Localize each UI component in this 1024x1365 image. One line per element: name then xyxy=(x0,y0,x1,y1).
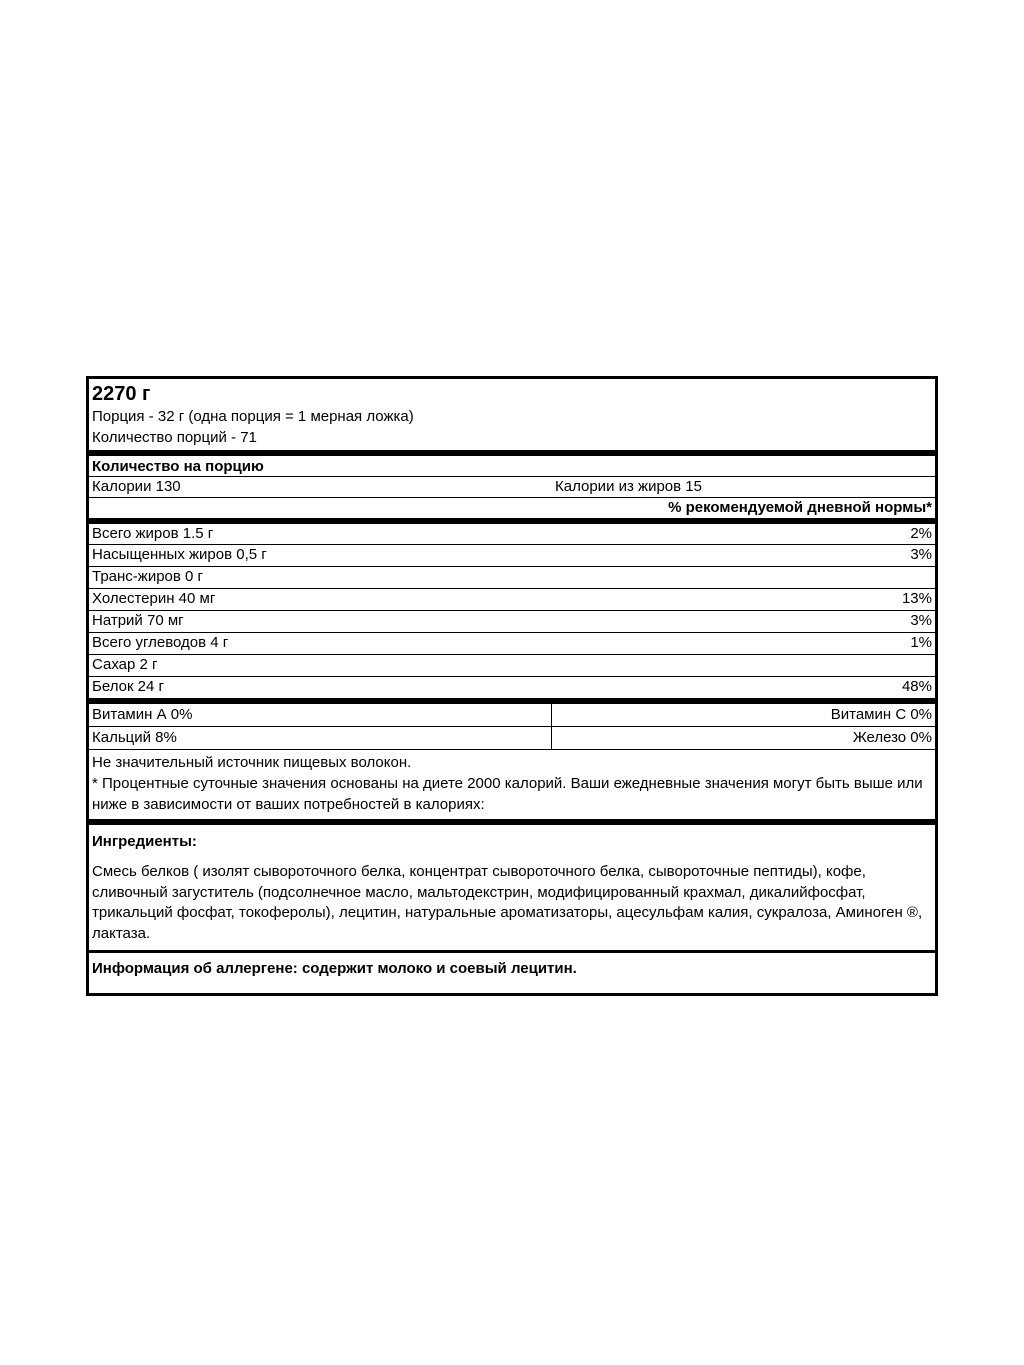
iron: Железо 0% xyxy=(852,729,932,746)
daily-value-header xyxy=(89,497,935,518)
nutrient-dv: 13% xyxy=(901,590,932,607)
nutrient-dv: 48% xyxy=(901,678,932,695)
servings-count: Количество порций - 71 xyxy=(92,429,257,446)
package-weight: 2270 г xyxy=(92,383,151,405)
nutrient-dv: 2% xyxy=(910,525,932,542)
nutrient-dv: 3% xyxy=(910,612,932,629)
nutrient-name: Всего углеводов 4 г xyxy=(92,634,229,651)
ingredients-text: Смесь белков ( изолят сывороточного белка, концентрат сывороточного белка, сывороточные пептиды), кофе, сливочный загуститель (подсолнечное масло, мальтодекстрин, модифицированный крахмал, дикалийфосфат, трикальций фосфат, токоферолы), лецитин, натуральные ароматизаторы, ацесульфам калия, сукралоза, Аминоген ®, лактаза. xyxy=(92,863,923,942)
vitamins-section xyxy=(89,698,935,749)
nutrient-name: Всего жиров 1.5 г xyxy=(92,525,214,542)
serving-size: Порция - 32 г (одна порция = 1 мерная ложка) xyxy=(92,408,414,425)
nutrient-name: Белок 24 г xyxy=(92,678,165,695)
amount-per-serving xyxy=(89,450,935,476)
ingredients-section xyxy=(89,819,935,950)
nutrient-row-cholesterol xyxy=(89,588,935,610)
calories-from-fat: Калории из жиров 15 xyxy=(555,478,702,495)
nutrient-row-sugar xyxy=(89,654,935,676)
nutrient-row-sodium xyxy=(89,610,935,632)
vitamin-c: Витамин С 0% xyxy=(830,706,932,723)
nutrient-row-protein xyxy=(89,676,935,698)
nutrient-name: Насыщенных жиров 0,5 г xyxy=(92,546,267,563)
fiber-note: Не значительный источник пищевых волокон. xyxy=(92,754,412,771)
nutrient-dv: 1% xyxy=(910,634,932,651)
vitamin-row xyxy=(89,704,935,726)
daily-value-header-label: % рекомендуемой дневной нормы* xyxy=(668,499,932,516)
vitamin-a: Витамин А 0% xyxy=(89,704,552,726)
nutrient-name: Натрий 70 мг xyxy=(92,612,184,629)
footnote-section xyxy=(89,749,935,819)
ingredients-title: Ингредиенты: xyxy=(92,833,197,850)
header-section xyxy=(89,379,935,450)
daily-value-note: * Процентные суточные значения основаны на диете 2000 калорий. Ваши ежедневные значения могут быть выше или ниже в зависимости от ваших потребностей в калориях: xyxy=(92,775,923,813)
nutrient-name: Холестерин 40 мг xyxy=(92,590,216,607)
vitamin-row xyxy=(89,726,935,749)
nutrition-label xyxy=(86,376,938,996)
nutrient-row-trans-fat xyxy=(89,566,935,588)
nutrient-row-total-fat xyxy=(89,518,935,544)
nutrient-dv: 3% xyxy=(910,546,932,563)
nutrient-row-saturated-fat xyxy=(89,544,935,566)
calories-row xyxy=(89,476,935,497)
allergen-info: Информация об аллергене: содержит молоко и соевый лецитин. xyxy=(92,960,577,977)
allergen-section xyxy=(89,950,935,993)
calcium: Кальций 8% xyxy=(89,727,552,749)
amount-per-serving-label: Количество на порцию xyxy=(92,458,264,475)
calories-label: Калории 130 xyxy=(92,478,181,495)
nutrient-name: Сахар 2 г xyxy=(92,656,158,673)
nutrient-row-total-carbs xyxy=(89,632,935,654)
nutrient-name: Транс-жиров 0 г xyxy=(92,568,203,585)
